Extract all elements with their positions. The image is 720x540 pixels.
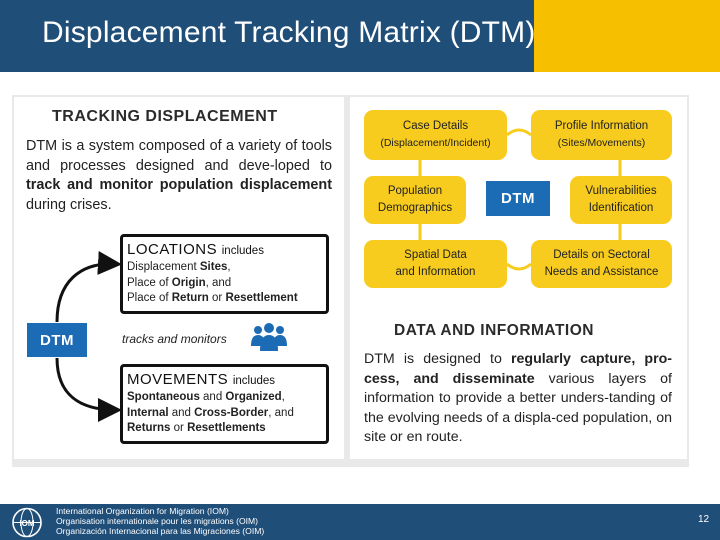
vulnerabilities-identification-pill: Vulnerabilities Identification	[570, 176, 672, 224]
case-details-pill: Case Details (Displacement/Incident)	[364, 110, 507, 160]
data-information-heading: DATA AND INFORMATION	[394, 322, 594, 339]
profile-information-pill: Profile Information (Sites/Movements)	[531, 110, 672, 160]
org-name-en: International Organization for Migration (IOM)	[56, 506, 229, 516]
org-name-fr: Organisation internationale pour les migrations (OIM)	[56, 516, 259, 527]
slide-title: Displacement Tracking Matrix (DTM)	[42, 16, 536, 49]
locations-box: LOCATIONS includes Displacement Sites, Place of Origin, and Place of Return or Resettlement	[120, 234, 329, 314]
iom-logo-icon	[5, 507, 49, 538]
organization-names	[56, 506, 264, 537]
tracking-displacement-heading: TRACKING DISPLACEMENT	[52, 108, 278, 125]
movements-box: MOVEMENTS includes Spontaneous and Organized, Internal and Cross-Border, and Returns or Resettlements	[120, 364, 329, 444]
iom-logo-text: IOM	[19, 519, 35, 528]
page-number: 12	[698, 514, 710, 525]
population-demographics-pill: Population Demographics	[364, 176, 466, 224]
dtm-badge-right: DTM	[486, 181, 550, 216]
org-name-es: Organización Internacional para las Migraciones (OIM)	[56, 526, 265, 537]
spatial-data-pill: Spatial Data and Information	[364, 240, 507, 288]
sectoral-needs-pill: Details on Sectoral Needs and Assistance	[531, 240, 672, 288]
tracking-displacement-text: DTM is a system composed of a variety of tools and processes designed and deve-loped to track and monitor population displacement during crises.	[26, 138, 332, 213]
data-information-text: DTM is designed to regularly capture, pro-cess, and disseminate various layers of information to provide a better unders-tanding of the evolving needs of a displa-ced population, on site or en route.	[364, 351, 672, 445]
dtm-badge-left: DTM	[27, 323, 87, 357]
tracks-and-monitors-label: tracks and monitors	[122, 332, 227, 346]
